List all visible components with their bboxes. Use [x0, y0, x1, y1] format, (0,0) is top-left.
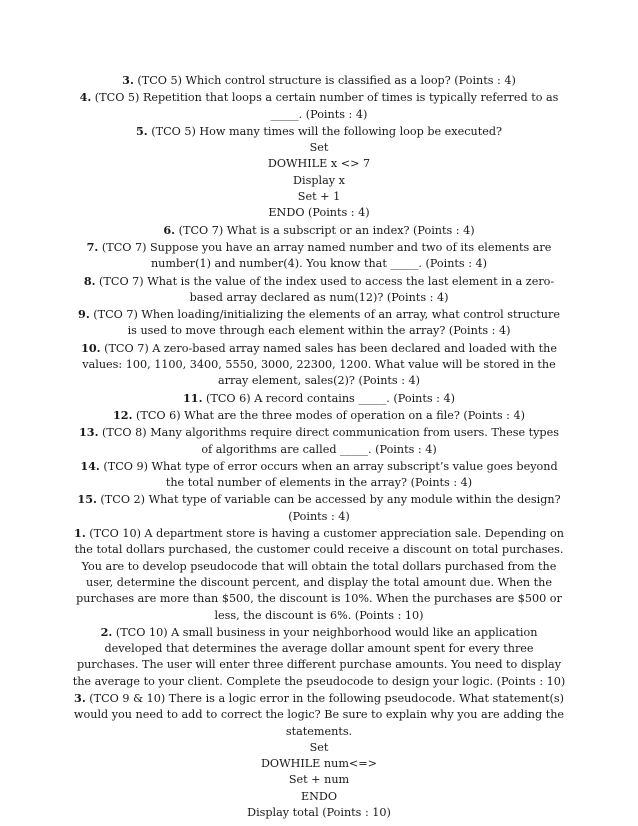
code-line	[72, 805, 566, 821]
question-line	[72, 525, 566, 624]
question-line	[72, 239, 566, 273]
question-number: 9.	[78, 307, 90, 322]
question-line	[72, 491, 566, 525]
code-text: Set + 1	[297, 190, 341, 204]
code-line	[72, 740, 566, 756]
question-text: (TCO 5) Repetition that loops a certain number of times is typically referred to as _____. (Points : 4)	[91, 91, 559, 121]
question-line	[72, 89, 566, 123]
code-line	[72, 189, 566, 205]
document-page	[72, 72, 566, 821]
question-line	[72, 306, 566, 340]
code-text: ENDO (Points : 4)	[268, 206, 370, 220]
code-line	[72, 789, 566, 805]
code-line	[72, 772, 566, 788]
question-number: 3.	[74, 690, 86, 705]
question-text: (TCO 7) Suppose you have an array named number and two of its elements are number(1) and number(4). You know that _____. (Points : 4)	[98, 240, 552, 271]
question-number: 11.	[183, 390, 203, 405]
question-line	[72, 340, 566, 390]
question-line	[72, 624, 566, 690]
question-text: (TCO 2) What type of variable can be accessed by any module within the design? (Points : 4)	[96, 493, 561, 523]
question-number: 1.	[74, 526, 86, 541]
question-line	[72, 458, 566, 492]
code-line	[72, 205, 566, 221]
question-number: 15.	[77, 492, 97, 507]
question-text: (TCO 5) Which control structure is classified as a loop? (Points : 4)	[133, 74, 516, 87]
question-line	[72, 690, 566, 740]
question-text: (TCO 7) When loading/initializing the elements of an array, what control structure is used to move through each element within the array? (Points : 4)	[89, 308, 560, 338]
question-text: (TCO 7) What is a subscript or an index? (Points : 4)	[175, 223, 475, 237]
code-line	[72, 756, 566, 772]
question-text: (TCO 7) A zero-based array named sales has been declared and loaded with the values: 100, 1100, 3400, 5550, 3000, 22300, 1200. What value will be stored in the array element, sales(2)? (Points : 4)	[82, 341, 557, 388]
code-text: Set	[309, 141, 329, 155]
question-number: 2.	[100, 624, 113, 639]
question-number: 14.	[80, 458, 100, 473]
question-number: 10.	[81, 340, 101, 355]
question-number: 3.	[122, 73, 134, 87]
question-text: (TCO 7) What is the value of the index used to access the last element in a zero-based array declared as num(12)? (Points : 4)	[95, 274, 555, 304]
question-line	[72, 273, 566, 307]
code-line	[72, 173, 566, 189]
question-line	[72, 123, 566, 140]
question-number: 13.	[79, 425, 99, 440]
question-text: (TCO 10) A small business in your neighborhood would like an application developed that determines the average dollar amount spent for every three purchases. The user will enter three different purchase amounts. You need to display the average to your client. Complete the pseudocode to design your logic. (Points : 10)	[72, 625, 566, 688]
question-line	[72, 390, 566, 407]
question-number: 4.	[79, 90, 92, 105]
question-number: 12.	[113, 407, 133, 422]
question-line	[72, 407, 566, 424]
question-text: (TCO 9 & 10) There is a logic error in the following pseudocode. What statement(s) would you need to add to correct the logic? Be sure to explain why you are adding the statements.	[73, 691, 565, 738]
code-text: Set + num	[288, 773, 350, 787]
question-number: 8.	[83, 273, 96, 288]
code-line	[72, 156, 566, 172]
question-text: (TCO 10) A department store is having a customer appreciation sale. Depending on the total dollars purchased, the customer could receive a discount on total purchases. You are to develop pseudocode that will obtain the total dollars purchased from the user, determine the discount percent, and display the total amount due. When the purchases are more than $500, the discount is 10%. When the purchases are $500 or less, the discount is 6%. (Points : 10)	[74, 527, 564, 622]
question-text: (TCO 6) A record contains _____. (Points : 4)	[202, 391, 455, 405]
question-number: 6.	[163, 222, 176, 237]
code-text: Display total (Points : 10)	[247, 806, 391, 820]
question-text: (TCO 8) Many algorithms require direct communication from users. These types of algorithms are called _____. (Points : 4)	[98, 426, 559, 456]
question-number: 7.	[86, 239, 99, 254]
question-text: (TCO 5) How many times will the following loop be executed?	[147, 124, 502, 138]
code-line	[72, 140, 566, 156]
question-line	[72, 222, 566, 239]
question-number: 5.	[136, 123, 148, 138]
question-text: (TCO 9) What type of error occurs when an array subscript’s value goes beyond the total number of elements in the array? (Points : 4)	[99, 459, 558, 490]
question-line	[72, 72, 566, 89]
code-text: ENDO	[300, 789, 338, 803]
question-line	[72, 424, 566, 458]
code-text: DOWHILE x <> 7	[267, 157, 371, 171]
code-text: Set	[309, 740, 329, 754]
question-text: (TCO 6) What are the three modes of operation on a file? (Points : 4)	[132, 408, 525, 422]
code-text: DOWHILE num<=>	[260, 757, 378, 771]
code-text: Display x	[293, 173, 345, 187]
